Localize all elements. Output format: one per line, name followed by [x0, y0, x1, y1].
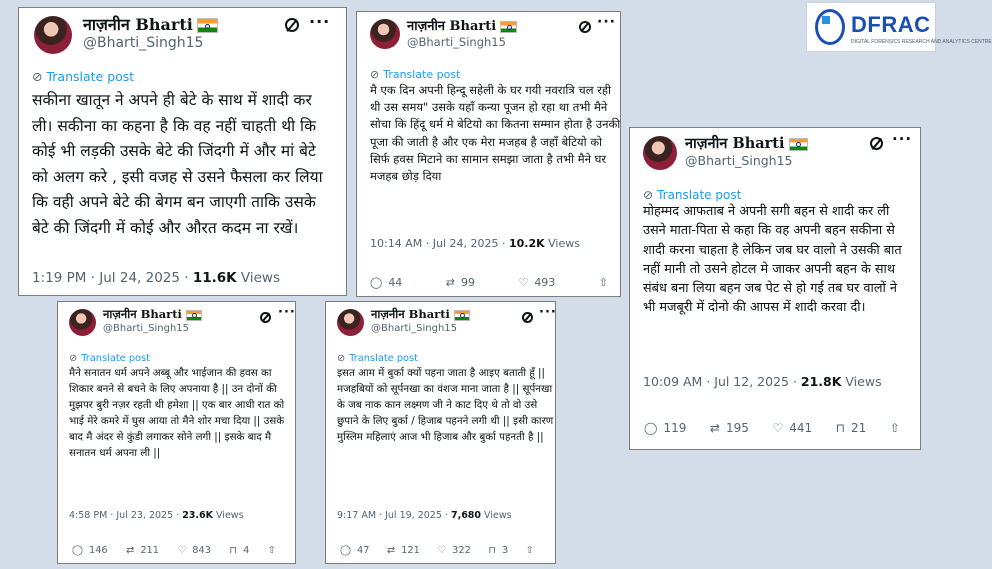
translate-icon: ⊘ — [370, 68, 380, 81]
tweet-card — [18, 7, 347, 296]
like-button[interactable] — [772, 421, 812, 435]
reply-button[interactable] — [370, 276, 402, 289]
views-label: Views — [841, 374, 882, 389]
like-count: 493 — [534, 276, 556, 289]
tweet-card — [356, 11, 621, 297]
tweet-meta — [32, 270, 280, 286]
reply-icon: ◯ — [340, 544, 351, 556]
share-icon: ⇧ — [267, 544, 276, 556]
reply-icon: ◯ — [644, 421, 658, 435]
translate-post-link[interactable] — [69, 353, 150, 364]
author-handle[interactable]: @Bharti_Singh15 — [685, 153, 793, 168]
views-label: Views — [213, 510, 244, 521]
retweet-count: 211 — [140, 545, 160, 556]
retweet-icon: ⇄ — [709, 421, 720, 435]
retweet-icon: ⇄ — [126, 544, 135, 556]
translate-post-link[interactable] — [337, 353, 418, 364]
tweet-text: मैने सनातन धर्म अपने अब्बू और भाईजान की हवस का शिकार बनने से बचने के लिए अपनाया है || उन दोनों की मुझपर बुरी नज़र रहती थी हमेशा || एक बार आधी रात को भाई मेरे कमरे में घुस आया तो मैने शोर मचा दिया || उसके बाद मै अंदर से कुंडी लगाकर सोने लगी || इसके बाद मै सनातन धर्म अपना ली || — [69, 367, 285, 459]
more-options-icon[interactable]: ··· — [597, 14, 616, 30]
share-icon: ⇧ — [889, 421, 900, 435]
retweet-button[interactable] — [446, 276, 475, 289]
author-name-text: नाज़नीन Bharti — [103, 307, 182, 321]
reply-count: 146 — [88, 545, 108, 556]
views-count: 10.2K — [508, 237, 545, 250]
tweet-timestamp[interactable]: 4:58 PM · Jul 23, 2025 · — [69, 510, 183, 521]
like-button[interactable] — [437, 545, 471, 556]
tweet-timestamp[interactable]: 1:19 PM · Jul 24, 2025 · — [32, 270, 193, 286]
bookmark-count: 21 — [851, 421, 867, 435]
avatar[interactable] — [337, 309, 364, 336]
more-options-icon[interactable]: ··· — [892, 130, 913, 148]
translate-icon: ⊘ — [337, 353, 346, 364]
tweet-text: इसत आम में बुर्का क्यों पहना जाता है आइए बताती हूँ || मजहबियों को सूर्पनखा का वंशज माना जाता है || सूर्पनखा के जब नाक कान लक्ष्मण जी ने काट दिए थे तो वो उसे छुपाने के लिए बुर्का / हिजाब पहनने लगी थी || इसी कारण मुस्लिम महिलाएं आज भी हिजाब और बुर्का पहनती है || — [337, 367, 554, 443]
views-label: Views — [481, 510, 512, 521]
tweet-meta — [370, 237, 580, 250]
avatar[interactable] — [34, 16, 72, 54]
like-icon: ♡ — [437, 544, 447, 556]
like-button[interactable] — [177, 545, 211, 556]
retweet-icon: ⇄ — [445, 276, 455, 289]
like-count: 441 — [789, 421, 813, 435]
author-name[interactable] — [407, 16, 517, 34]
translate-icon: ⊘ — [643, 188, 654, 202]
grok-icon[interactable] — [260, 312, 271, 323]
share-button[interactable] — [268, 546, 282, 556]
tweet-timestamp[interactable]: 10:09 AM · Jul 12, 2025 · — [643, 374, 801, 389]
bookmark-button[interactable] — [836, 421, 867, 435]
india-flag-icon — [454, 310, 470, 321]
dfrac-logo — [806, 2, 992, 52]
retweet-count: 99 — [460, 276, 475, 289]
translate-label: Translate post — [81, 353, 150, 364]
author-handle[interactable]: @Bharti_Singh15 — [103, 323, 190, 334]
retweet-count: 121 — [401, 545, 420, 556]
tweet-text: मोहम्मद आफताब ने अपनी सगी बहन से शादी कर ली उसने माता-पिता से कहा कि वह अपनी बहन सकीना से शादी करना चाहता है लेकिन जब घर वालो ने उसकी बात नहीं मानी तो उसने होटल मे जाकर अपनी बहन के साथ संबंध बना लिया बहन जब पेट से हो गई तब घर वालों ने भी मजबूरी में दोनो की आपस में शादी करवा दी। — [643, 204, 902, 316]
bookmark-count: 4 — [243, 545, 250, 556]
bookmark-button[interactable] — [488, 545, 508, 556]
reply-count: 44 — [388, 276, 403, 289]
reply-button[interactable] — [340, 545, 369, 556]
translate-post-link[interactable] — [370, 68, 460, 81]
like-icon: ♡ — [772, 421, 784, 435]
author-name-text: नाज़नीन Bharti — [685, 135, 785, 152]
retweet-button[interactable] — [126, 545, 159, 556]
author-handle[interactable]: @Bharti_Singh15 — [407, 35, 506, 49]
translate-icon: ⊘ — [69, 353, 78, 364]
like-icon: ♡ — [518, 276, 529, 289]
views-count: 23.6K — [182, 510, 213, 521]
retweet-icon: ⇄ — [386, 544, 396, 556]
bookmark-button[interactable] — [229, 545, 249, 556]
translate-icon: ⊘ — [32, 69, 43, 84]
reply-count: 119 — [663, 421, 687, 435]
tweet-text: सकीना खातून ने अपने ही बेटे के साथ में शादी कर ली। सकीना का कहना है कि वह नहीं चाहती थी कि कोई भी लड़की उसके बेटे की जिंदगी में और मां बेटे को अलग करे , इसी वजह से उसने फैसला कर लिया कि वही अपने बेटे की बेगम बन जाएगी ताकि उसके बेटे की जिंदगी में कोई और औरत कदम ना रखें। — [32, 91, 323, 237]
translate-label: Translate post — [46, 69, 135, 84]
avatar[interactable] — [643, 136, 677, 170]
tweet-text: मै एक दिन अपनी हिन्दू सहेली के घर गयी नवरात्रि चल रही थी उस समय" उसके यहाँ कन्या पूजन हो रहा था तभी मैने सोचा कि हिंदू धर्म मे बेटियो का कितना सम्मान होता है उनकी पूजा की जाती है और एक मेरा मजहब है जहाँ बेटियो को सिर्फ हवस मिटाने का सामान समझा जाता है तभी मैने घर मजहब छोड़ दिया — [370, 83, 621, 184]
views-count: 7,680 — [450, 510, 482, 521]
grok-icon[interactable] — [522, 312, 533, 323]
tweet-meta — [69, 510, 244, 521]
reply-button[interactable] — [644, 421, 686, 435]
more-options-icon[interactable]: ··· — [278, 305, 296, 320]
reply-count: 47 — [356, 545, 370, 556]
logo-tagline: DIGITAL FORENSICS RESEARCH AND ANALYTICS CENTRE — [851, 39, 992, 45]
author-name-text: नाज़नीन Bharti — [371, 307, 450, 321]
translate-label: Translate post — [349, 353, 418, 364]
like-icon: ♡ — [177, 544, 187, 556]
action-bar — [340, 545, 540, 556]
like-count: 322 — [452, 545, 471, 556]
like-count: 843 — [192, 545, 211, 556]
share-icon: ⇧ — [598, 276, 608, 289]
logo-text: DFRAC — [851, 12, 931, 37]
bookmark-icon: ⊓ — [488, 544, 497, 556]
avatar[interactable] — [370, 19, 400, 49]
share-icon: ⇧ — [525, 544, 534, 556]
action-bar — [644, 421, 906, 435]
author-name[interactable] — [685, 133, 808, 153]
views-label: Views — [544, 237, 580, 250]
author-name-text: नाज़नीन Bharti — [407, 19, 497, 34]
author-name-text: नाज़नीन Bharti — [83, 15, 193, 34]
action-bar — [72, 545, 282, 556]
tweet-timestamp[interactable]: 9:17 AM · Jul 19, 2025 · — [337, 510, 451, 521]
tweet-meta — [337, 510, 512, 521]
share-button[interactable] — [526, 546, 540, 556]
grok-icon[interactable] — [285, 18, 299, 32]
bookmark-icon: ⊓ — [229, 544, 238, 556]
reply-button[interactable] — [72, 545, 108, 556]
share-button[interactable] — [599, 277, 614, 288]
author-handle[interactable]: @Bharti_Singh15 — [83, 35, 204, 51]
reply-icon: ◯ — [370, 276, 383, 289]
bookmark-count: 3 — [502, 545, 509, 556]
translate-post-link[interactable] — [643, 188, 741, 202]
views-count: 11.6K — [192, 270, 237, 286]
views-count: 21.8K — [800, 374, 842, 389]
views-label: Views — [236, 270, 280, 286]
bookmark-icon: ⊓ — [835, 421, 846, 435]
translate-label: Translate post — [383, 68, 461, 81]
author-handle[interactable]: @Bharti_Singh15 — [371, 323, 458, 334]
action-bar — [370, 276, 614, 289]
tweet-timestamp[interactable]: 10:14 AM · Jul 24, 2025 · — [370, 237, 509, 250]
dfrac-logo-icon — [815, 9, 845, 45]
reply-icon: ◯ — [72, 544, 83, 556]
tweet-card — [57, 301, 296, 564]
translate-post-link[interactable] — [32, 69, 134, 84]
more-options-icon[interactable]: ··· — [539, 305, 557, 320]
author-name[interactable] — [103, 307, 202, 322]
grok-icon[interactable] — [870, 137, 883, 150]
retweet-count: 195 — [725, 421, 749, 435]
india-flag-icon — [197, 18, 218, 33]
author-name[interactable] — [371, 307, 470, 322]
india-flag-icon — [186, 310, 202, 321]
tweet-card — [325, 301, 556, 564]
grok-icon[interactable] — [579, 21, 591, 33]
retweet-button[interactable] — [710, 421, 749, 435]
translate-label: Translate post — [657, 188, 742, 202]
india-flag-icon — [789, 138, 808, 151]
india-flag-icon — [500, 21, 517, 33]
share-button[interactable] — [890, 422, 906, 434]
tweet-meta — [643, 374, 882, 389]
like-button[interactable] — [518, 276, 555, 289]
author-name[interactable] — [83, 13, 218, 35]
retweet-button[interactable] — [387, 545, 420, 556]
avatar[interactable] — [69, 309, 96, 336]
more-options-icon[interactable]: ··· — [309, 12, 331, 31]
tweet-card — [629, 127, 921, 450]
